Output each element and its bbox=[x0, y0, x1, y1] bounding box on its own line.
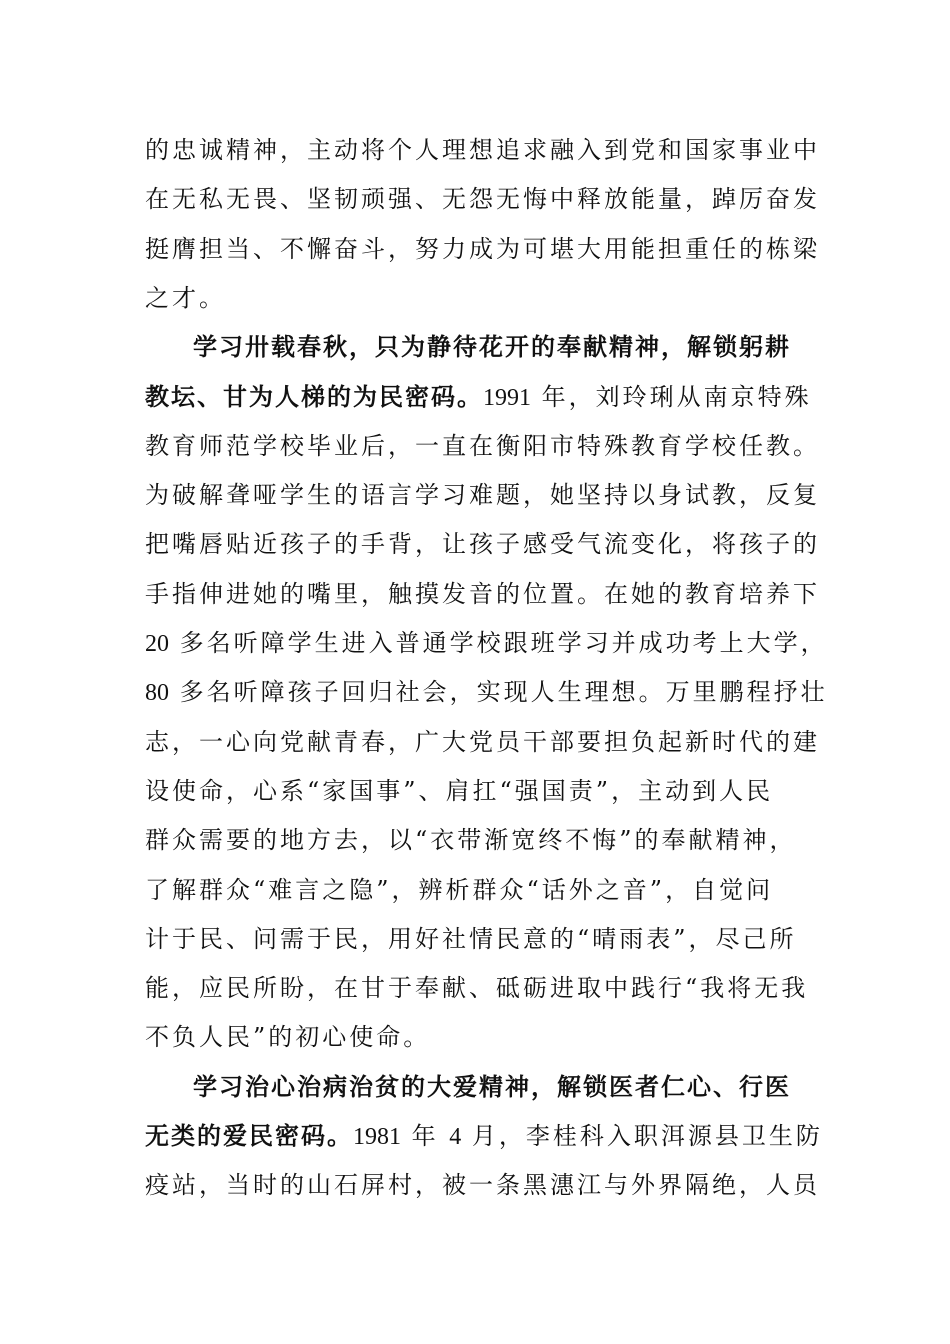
paragraph-lead-line bbox=[193, 1062, 791, 1112]
text-line bbox=[145, 815, 797, 865]
body-text: 在无私无畏、坚韧顽强、无怨无悔中释放能量，踔厉奋发 bbox=[145, 185, 820, 214]
body-text: 教育师范学校毕业后，一直在衡阳市特殊教育学校任教。 bbox=[145, 431, 820, 460]
body-text: 手指伸进她的嘴里，触摸发音的位置。在她的教育培养下 bbox=[145, 579, 820, 608]
body-text: 20 bbox=[145, 631, 169, 657]
body-text: 为破解聋哑学生的语言学习难题，她坚持以身试教，反复 bbox=[145, 481, 820, 510]
text-line bbox=[145, 273, 226, 323]
body-text: 了解群众“难言之隐”，辨析群众“话外之音”，自觉问 bbox=[145, 875, 774, 904]
text-line bbox=[145, 372, 812, 422]
body-text: 之才。 bbox=[145, 283, 226, 312]
text-line bbox=[145, 1111, 823, 1161]
body-text: 的忠诚精神，主动将个人理想追求融入到党和国家事业中 bbox=[145, 136, 820, 164]
paragraph-lead-line bbox=[193, 322, 791, 372]
text-line bbox=[145, 914, 797, 964]
text-line bbox=[145, 421, 820, 471]
bold-heading-text: 教坛、甘为人梯的为民密码。 bbox=[145, 382, 483, 411]
body-text: 多名听障孩子回归社会，实现人生理想。万里鹏程抒壮 bbox=[169, 678, 828, 707]
body-text: 能，应民所盼，在甘于奉献、砥砺进取中践行“我将无我 bbox=[145, 974, 809, 1003]
text-line bbox=[145, 1012, 430, 1062]
body-text: 1981 bbox=[353, 1124, 401, 1150]
bold-heading-text: 学习治心治病治贫的大爱精神，解锁医者仁心、行医 bbox=[193, 1072, 791, 1101]
text-line bbox=[145, 618, 828, 668]
body-text: 4 bbox=[449, 1124, 462, 1150]
text-line bbox=[145, 717, 820, 767]
body-text: 计于民、问需于民，用好社情民意的“晴雨表”，尽己所 bbox=[145, 924, 797, 953]
bold-heading-text: 无类的爱民密码。 bbox=[145, 1122, 353, 1150]
text-line bbox=[145, 766, 773, 816]
body-text: 年 bbox=[401, 1122, 450, 1150]
body-text: 月，李桂科入职洱源县卫生防 bbox=[461, 1122, 823, 1150]
text-line bbox=[145, 224, 820, 274]
body-text: 挺膺担当、不懈奋斗，努力成为可堪大用能担重任的栋梁 bbox=[145, 234, 820, 263]
body-text: 把嘴唇贴近孩子的手背，让孩子感受气流变化，将孩子的 bbox=[145, 530, 820, 559]
body-text: 志，一心向党献青春，广大党员干部要担负起新时代的建 bbox=[145, 727, 820, 756]
bold-heading-text: 学习卅载春秋，只为静待花开的奉献精神，解锁躬耕 bbox=[193, 333, 791, 362]
text-line bbox=[145, 963, 808, 1013]
text-line bbox=[145, 667, 828, 717]
body-text: 多名听障学生进入普通学校跟班学习并成功考上大学， bbox=[169, 629, 828, 657]
body-text: 疫站，当时的山石屏村，被一条黑潓江与外界隔绝，人员 bbox=[145, 1171, 820, 1200]
text-line bbox=[145, 569, 820, 619]
text-line bbox=[145, 1160, 820, 1210]
body-text: 1991 bbox=[483, 384, 531, 411]
body-text: 不负人民”的初心使命。 bbox=[145, 1023, 431, 1052]
body-text: 年，刘玲琍从南京特殊 bbox=[531, 382, 812, 411]
text-line bbox=[145, 125, 820, 175]
text-line bbox=[145, 470, 820, 520]
body-text: 设使命，心系“家国事”、肩扛“强国责”，主动到人民 bbox=[145, 776, 774, 805]
text-line bbox=[145, 865, 773, 915]
text-line bbox=[145, 174, 820, 224]
body-text: 80 bbox=[145, 680, 169, 707]
text-line bbox=[145, 519, 820, 569]
body-text: 群众需要的地方去，以“衣带渐宽终不悔”的奉献精神， bbox=[145, 826, 797, 855]
